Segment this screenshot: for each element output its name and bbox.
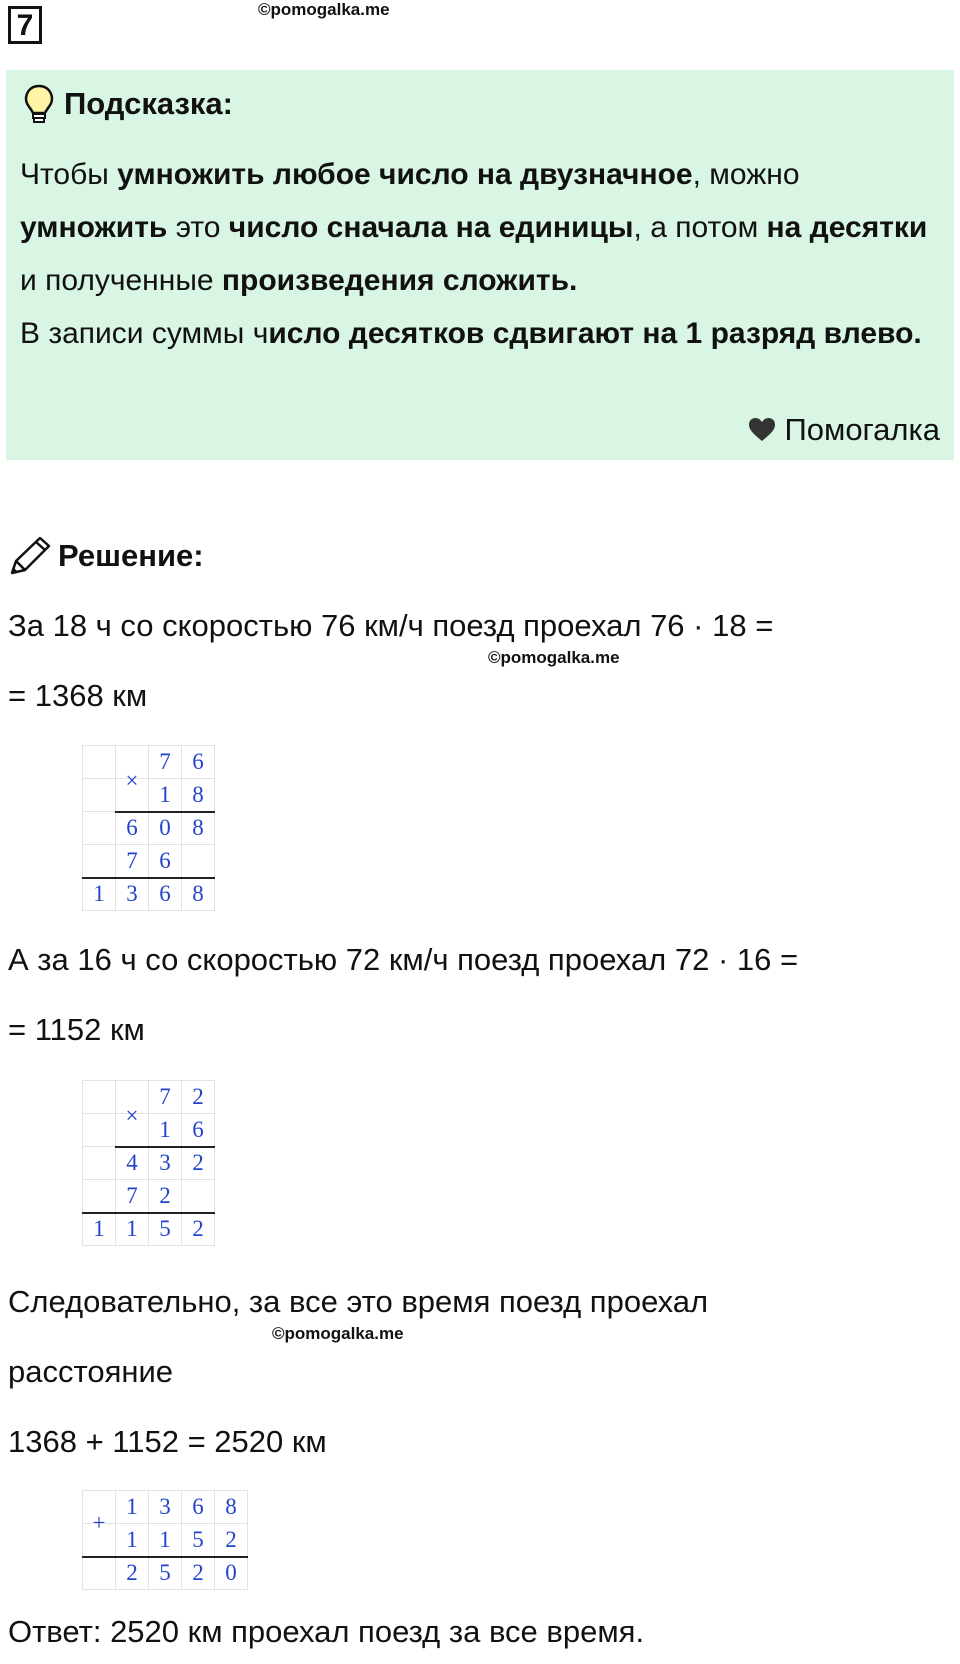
task-number: 7 xyxy=(8,6,42,44)
calc-digit xyxy=(182,845,215,878)
hint-title xyxy=(24,84,233,124)
hint-text-segment: умножить xyxy=(20,211,168,244)
multiplication-76x18 xyxy=(82,745,215,911)
hint-brand xyxy=(748,412,940,448)
solution-line-4: = 1152 км xyxy=(8,1012,145,1047)
solution-line-5: Следовательно, за все это время поезд проехал xyxy=(8,1284,709,1319)
calc-row xyxy=(83,1081,215,1114)
calc-digit: 8 xyxy=(182,878,215,911)
hint-text-segment: произведения сложить. xyxy=(221,264,578,297)
hint-text-segment: число сначала на единицы xyxy=(228,211,634,244)
calc-digit: 2 xyxy=(149,1180,182,1213)
calc-digit: 6 xyxy=(149,845,182,878)
calc-digit: 1 xyxy=(116,1213,149,1246)
calc-digit: 1 xyxy=(116,1524,149,1557)
watermark-top: ©pomogalka.me xyxy=(258,0,390,19)
hint-text-segment: , можно xyxy=(692,158,800,191)
calc-row xyxy=(83,779,215,812)
multiplication-72x16 xyxy=(82,1080,215,1246)
hint-text-segment: Чтобы xyxy=(20,158,118,191)
calc-digit: 2 xyxy=(182,1147,215,1180)
calc-digit: 5 xyxy=(149,1213,182,1246)
lightbulb-icon xyxy=(24,84,54,124)
solution-line-7: 1368 + 1152 = 2520 км xyxy=(8,1424,327,1459)
calc-row xyxy=(83,812,215,845)
calc-digit: 4 xyxy=(116,1147,149,1180)
calc-digit: 5 xyxy=(182,1524,215,1557)
calc-digit: 5 xyxy=(149,1557,182,1590)
calc-digit: 2 xyxy=(182,1081,215,1114)
hint-text-segment: , а потом xyxy=(633,211,767,244)
calc-digit: 8 xyxy=(215,1491,248,1524)
hint-brand-text: Помогалка xyxy=(784,412,940,447)
calc-digit: 2 xyxy=(215,1524,248,1557)
hint-box xyxy=(6,70,954,460)
calc-digit: 2 xyxy=(182,1557,215,1590)
calc-digit: 6 xyxy=(182,746,215,779)
hint-text-segment: умножить любое число на двузначное xyxy=(117,158,693,191)
hint-text-segment: В записи суммы ч xyxy=(20,317,269,350)
calc-digit: 3 xyxy=(149,1491,182,1524)
calc-digit: 8 xyxy=(182,812,215,845)
calc-digit: 1 xyxy=(83,1213,116,1246)
calc-digit: 3 xyxy=(149,1147,182,1180)
hint-paragraph-2 xyxy=(20,307,940,360)
calc-digit: 2 xyxy=(182,1213,215,1246)
answer-line: Ответ: 2520 км проехал поезд за все время. xyxy=(8,1614,645,1649)
calc-digit: 6 xyxy=(116,812,149,845)
calc-digit xyxy=(182,1180,215,1213)
calc-digit: 0 xyxy=(215,1557,248,1590)
hint-text xyxy=(20,148,940,360)
solution-title-text: Решение: xyxy=(58,538,204,573)
heart-icon xyxy=(748,417,776,443)
calc-row xyxy=(83,1491,248,1524)
calc-row xyxy=(83,845,215,878)
calc-digit: 6 xyxy=(149,878,182,911)
calc-digit xyxy=(83,1147,116,1180)
solution-line-1: За 18 ч со скоростью 76 км/ч поезд проехал 76 · 18 = xyxy=(8,608,774,643)
hint-text-segment: и полученные xyxy=(20,264,222,297)
hint-title-text: Подсказка: xyxy=(64,86,233,121)
calc-digit: 1 xyxy=(149,1114,182,1147)
calc-digit xyxy=(83,1114,116,1147)
calc-row xyxy=(83,878,215,911)
calc-row xyxy=(83,1557,248,1590)
hint-text-segment: исло десятков сдвигают на 1 разряд влево. xyxy=(268,317,922,350)
addition-1368-1152 xyxy=(82,1490,248,1590)
calc-digit xyxy=(83,1081,116,1114)
pencil-icon xyxy=(8,535,52,577)
calc-digit: 1 xyxy=(116,1491,149,1524)
calc-digit: 1 xyxy=(149,779,182,812)
calc-digit xyxy=(83,1557,116,1590)
watermark-bottom: ©pomogalka.me xyxy=(272,1324,404,1343)
calc-digit: 7 xyxy=(116,1180,149,1213)
calc-digit: 7 xyxy=(149,746,182,779)
hint-text-segment: это xyxy=(167,211,229,244)
calc-row xyxy=(83,1147,215,1180)
solution-title xyxy=(8,535,204,577)
hint-paragraph-1 xyxy=(20,148,940,307)
calc-digit xyxy=(83,845,116,878)
calc-digit: 6 xyxy=(182,1114,215,1147)
calc-row xyxy=(83,746,215,779)
calc-row xyxy=(83,1213,215,1246)
watermark-middle: ©pomogalka.me xyxy=(488,648,620,667)
calc-digit: 2 xyxy=(116,1557,149,1590)
solution-line-3: А за 16 ч со скоростью 72 км/ч поезд проехал 72 · 16 = xyxy=(8,942,799,977)
calc-digit: 6 xyxy=(182,1491,215,1524)
calc-row xyxy=(83,1114,215,1147)
calc-digit: 8 xyxy=(182,779,215,812)
calc-digit: 7 xyxy=(149,1081,182,1114)
calc-digit: 7 xyxy=(116,845,149,878)
calc-digit xyxy=(83,779,116,812)
calc-digit xyxy=(83,1180,116,1213)
calc-digit xyxy=(83,746,116,779)
calc-operator: × xyxy=(116,1097,149,1130)
calc-row xyxy=(83,1180,215,1213)
calc-operator: + xyxy=(83,1507,116,1540)
calc-digit: 3 xyxy=(116,878,149,911)
calc-digit xyxy=(83,812,116,845)
calc-operator: × xyxy=(116,762,149,795)
hint-text-segment: на десятки xyxy=(766,211,928,244)
calc-digit: 1 xyxy=(83,878,116,911)
calc-digit: 0 xyxy=(149,812,182,845)
calc-digit: 1 xyxy=(149,1524,182,1557)
solution-line-6: расстояние xyxy=(8,1354,174,1389)
solution-line-2: = 1368 км xyxy=(8,678,148,713)
